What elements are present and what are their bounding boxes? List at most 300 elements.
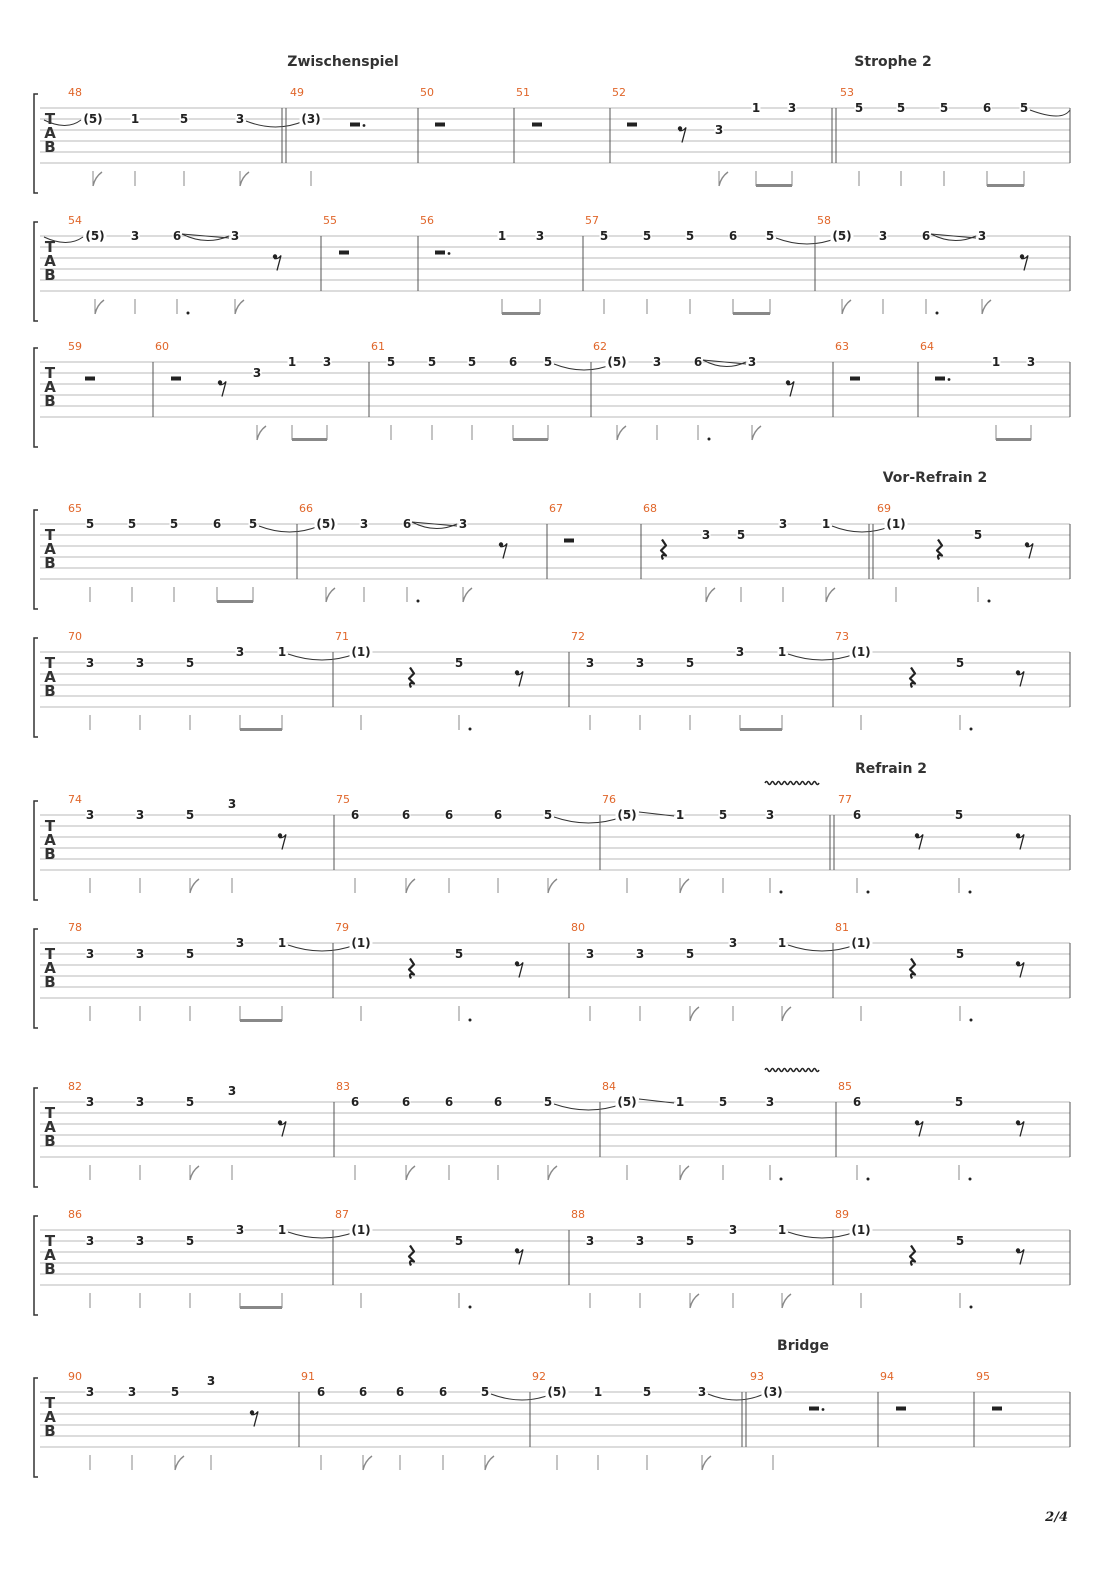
fret-number: 3 — [697, 1385, 707, 1399]
note-flag — [548, 1166, 557, 1180]
tab-clef-letter: T — [44, 654, 56, 672]
tab-clef-letter: B — [44, 845, 56, 863]
note-dot — [970, 1019, 973, 1022]
fret-number: 3 — [235, 1223, 245, 1237]
note-dot — [969, 891, 972, 894]
fret-number: (5) — [617, 1095, 637, 1109]
tab-note — [402, 808, 416, 893]
fret-number: 3 — [635, 656, 645, 670]
note-beam — [502, 312, 540, 315]
tab-clef-letter: T — [44, 1394, 56, 1412]
tab-note — [288, 355, 297, 440]
tab-note — [974, 528, 991, 603]
tab-note — [983, 101, 992, 186]
measure-number: 80 — [571, 921, 585, 934]
fret-number: 3 — [227, 797, 237, 811]
measure — [299, 1370, 552, 1470]
note-beam — [996, 438, 1031, 441]
tie-arc — [554, 1104, 622, 1110]
measure — [569, 921, 855, 1021]
tab-clef-letter: T — [44, 238, 56, 256]
measure-number: 61 — [371, 340, 385, 353]
fret-number: 1 — [675, 1095, 685, 1109]
measure — [591, 340, 794, 441]
tab-clef-letter: B — [44, 1260, 56, 1278]
note-beam — [740, 728, 782, 731]
rest-dot — [363, 124, 366, 127]
fret-number: 1 — [777, 1223, 787, 1237]
fret-number: 1 — [821, 517, 831, 531]
tab-note — [86, 947, 95, 1021]
fret-number: (1) — [851, 1223, 871, 1237]
tab-note — [992, 355, 1001, 440]
tie-arc — [288, 945, 355, 951]
tab-clef — [44, 526, 56, 572]
tab-note — [186, 1234, 195, 1308]
tab-note — [481, 1385, 553, 1470]
fret-number: 3 — [235, 112, 245, 126]
measure — [833, 630, 1024, 731]
fret-number: 3 — [227, 1084, 237, 1098]
tab-note — [831, 229, 854, 314]
tab-clef-letter: T — [44, 364, 56, 382]
fret-number: 5 — [543, 808, 553, 822]
fret-number: 6 — [172, 229, 182, 243]
tab-note — [228, 1084, 236, 1180]
tab-note — [231, 229, 245, 314]
tab-note — [586, 947, 595, 1021]
note-beam — [240, 1306, 282, 1309]
tie-arc — [1030, 110, 1070, 116]
tab-note — [186, 1095, 200, 1180]
tab-note — [86, 656, 95, 730]
measure-number: 55 — [323, 214, 337, 227]
fret-number: (1) — [851, 645, 871, 659]
tab-clef-letter: T — [44, 526, 56, 544]
tab-note — [1027, 355, 1036, 440]
tab-note — [897, 101, 906, 186]
measure-number: 71 — [335, 630, 349, 643]
tab-note — [850, 936, 873, 1021]
tab-clef-letter: B — [44, 554, 56, 572]
tab-note — [171, 1385, 185, 1470]
fret-number: 3 — [635, 1234, 645, 1248]
fret-number: 5 — [954, 808, 964, 822]
fret-number: 1 — [287, 355, 297, 369]
fret-number: 3 — [235, 936, 245, 950]
tab-note — [778, 1223, 856, 1308]
tab-system — [34, 1069, 1070, 1188]
section-label: Vor-Refrain 2 — [882, 470, 988, 486]
fret-number: 5 — [954, 1095, 964, 1109]
tab-note — [249, 517, 320, 602]
tab-note — [186, 808, 200, 893]
tab-note — [600, 229, 609, 314]
measure-number: 86 — [68, 1208, 82, 1221]
tab-note — [278, 645, 356, 730]
tab-system — [34, 340, 1070, 447]
fret-number: 6 — [395, 1385, 405, 1399]
tab-note — [653, 355, 662, 440]
tab-clef-letter: T — [44, 110, 56, 128]
note-flag — [752, 426, 761, 440]
fret-number: 5 — [973, 528, 983, 542]
measure — [334, 1080, 622, 1180]
measure-number: 69 — [877, 502, 891, 515]
tie-arc — [491, 1394, 552, 1400]
tab-note — [853, 808, 870, 894]
note-dot — [780, 891, 783, 894]
note-dot — [970, 1306, 973, 1309]
tab-note — [1020, 101, 1071, 186]
measure-number: 83 — [336, 1080, 350, 1093]
fret-number: 6 — [438, 1385, 448, 1399]
measure — [418, 86, 445, 163]
tab-note — [850, 1223, 873, 1308]
tab-clef — [44, 654, 56, 700]
measure-number: 72 — [571, 630, 585, 643]
tab-note — [853, 1095, 870, 1181]
tab-note — [86, 517, 95, 602]
note-dot — [936, 312, 939, 315]
tie-arc — [788, 945, 855, 951]
half-rest — [350, 123, 360, 127]
tab-note — [455, 1234, 472, 1309]
tab-note — [455, 947, 472, 1022]
fret-number: 6 — [982, 101, 992, 115]
tab-note — [766, 1095, 783, 1181]
tab-note — [236, 936, 245, 1021]
fret-number: 3 — [135, 1095, 145, 1109]
tab-clef-letter: T — [44, 1232, 56, 1250]
fret-number: (3) — [763, 1385, 783, 1399]
fret-number: 5 — [543, 355, 553, 369]
tab-note — [186, 656, 195, 730]
measure-number: 84 — [602, 1080, 616, 1093]
fret-number: (5) — [607, 355, 627, 369]
fret-number: 3 — [127, 1385, 137, 1399]
tab-note — [445, 808, 454, 893]
note-flag — [240, 172, 249, 186]
section-label: Zwischenspiel — [287, 54, 399, 70]
tab-note — [766, 229, 838, 314]
fret-number: 5 — [599, 229, 609, 243]
tab-note — [676, 808, 690, 893]
note-flag — [190, 1166, 199, 1180]
system-bracket — [34, 510, 38, 609]
fret-number: 5 — [454, 656, 464, 670]
whole-rest — [992, 1407, 1002, 1411]
fret-number: 3 — [85, 1095, 95, 1109]
tab-note — [546, 1385, 569, 1470]
measure — [610, 86, 797, 187]
tab-clef — [44, 364, 56, 410]
tab-system — [34, 1338, 1070, 1477]
whole-rest — [564, 539, 574, 543]
fret-number: 3 — [85, 1385, 95, 1399]
note-dot — [969, 1178, 972, 1181]
fret-number: 3 — [787, 101, 797, 115]
fret-number: 3 — [130, 229, 140, 243]
measure — [333, 630, 523, 731]
note-flag — [826, 588, 835, 602]
fret-number: 5 — [427, 355, 437, 369]
fret-number: 1 — [991, 355, 1001, 369]
tab-note — [686, 229, 695, 314]
tab-clef-letter: B — [44, 1422, 56, 1440]
note-flag — [95, 300, 104, 314]
whole-rest — [435, 123, 445, 127]
fret-number: 3 — [728, 936, 738, 950]
tab-clef-letter: T — [44, 945, 56, 963]
note-beam — [217, 600, 253, 603]
tab-note — [850, 645, 873, 730]
measure-number: 67 — [549, 502, 563, 515]
tie-arc — [554, 364, 613, 370]
fret-number: 6 — [401, 808, 411, 822]
note-dot — [417, 600, 420, 603]
tab-clef-letter: B — [44, 266, 56, 284]
note-dot — [988, 600, 991, 603]
measure — [334, 793, 622, 893]
measure — [742, 1338, 829, 1470]
tab-system — [34, 54, 1070, 193]
rest-dot — [822, 1408, 825, 1411]
measure-number: 65 — [68, 502, 82, 515]
fret-number: (5) — [617, 808, 637, 822]
section-label: Strophe 2 — [854, 54, 932, 70]
tab-note — [86, 1095, 95, 1180]
tie-arc — [788, 1232, 855, 1238]
fret-number: 5 — [454, 947, 464, 961]
tie-arc — [288, 1232, 355, 1238]
measure-number: 82 — [68, 1080, 82, 1093]
tab-note — [402, 1095, 416, 1180]
fret-number: 3 — [735, 645, 745, 659]
half-rest — [435, 251, 445, 255]
measure — [369, 340, 613, 441]
fret-number: (5) — [83, 112, 103, 126]
fret-number: 5 — [642, 1385, 652, 1399]
measure — [514, 86, 542, 163]
fret-number: 5 — [896, 101, 906, 115]
fret-number: (5) — [316, 517, 336, 531]
fret-number: 3 — [585, 1234, 595, 1248]
tab-note — [136, 808, 145, 893]
fret-number: 6 — [493, 808, 503, 822]
fret-number: 6 — [444, 808, 454, 822]
fret-number: (5) — [832, 229, 852, 243]
tab-clef-letter: A — [44, 1118, 56, 1136]
measure — [878, 1370, 906, 1447]
tab-note — [278, 936, 356, 1021]
note-dot — [469, 1019, 472, 1022]
fret-number: 5 — [685, 229, 695, 243]
measure — [833, 1208, 1024, 1309]
tab-note — [509, 355, 518, 440]
measure-number: 63 — [835, 340, 849, 353]
tab-note — [922, 229, 977, 315]
fret-number: 3 — [878, 229, 888, 243]
tie-arc — [788, 654, 855, 660]
fret-number: 6 — [316, 1385, 326, 1399]
measure-number: 92 — [532, 1370, 546, 1383]
note-beam — [756, 184, 792, 187]
measure-number: 93 — [750, 1370, 764, 1383]
measure-number: 78 — [68, 921, 82, 934]
measure — [418, 214, 545, 315]
tab-note — [855, 101, 864, 186]
tab-note — [586, 656, 595, 730]
tab-note — [686, 1234, 700, 1308]
tab-note — [228, 797, 236, 893]
measure — [68, 921, 355, 1022]
fret-number: 3 — [765, 808, 775, 822]
measure-number: 57 — [585, 214, 599, 227]
measure-number: 75 — [336, 793, 350, 806]
fret-number: 3 — [235, 645, 245, 659]
note-flag — [257, 426, 266, 440]
section-label: Bridge — [777, 1338, 829, 1354]
tie-arc — [832, 526, 891, 532]
measure — [68, 1208, 355, 1309]
measure-number: 68 — [643, 502, 657, 515]
measure-number: 58 — [817, 214, 831, 227]
tab-clef — [44, 945, 56, 991]
tab-note — [643, 1385, 652, 1470]
fret-number: 5 — [185, 947, 195, 961]
note-flag — [842, 300, 851, 314]
fret-number: 3 — [85, 808, 95, 822]
measure — [830, 761, 1024, 894]
fret-number: 3 — [765, 1095, 775, 1109]
note-flag — [485, 1456, 494, 1470]
measure — [44, 86, 304, 186]
measure-number: 90 — [68, 1370, 82, 1383]
tab-note — [676, 1095, 690, 1180]
fret-number: 3 — [458, 517, 468, 531]
note-flag — [93, 172, 102, 186]
fret-number: 6 — [852, 808, 862, 822]
fret-number: 3 — [778, 517, 788, 531]
tab-note — [879, 229, 888, 314]
measure-number: 74 — [68, 793, 82, 806]
tab-note — [698, 1385, 765, 1470]
tab-note — [606, 355, 629, 440]
tab-note — [715, 123, 729, 186]
measure-number: 94 — [880, 1370, 894, 1383]
tab-note — [752, 101, 761, 186]
tab-note — [729, 229, 738, 314]
fret-number: 5 — [185, 808, 195, 822]
system-bracket — [34, 929, 38, 1028]
fret-number: 1 — [675, 808, 685, 822]
tab-note — [468, 355, 477, 440]
note-flag — [406, 1166, 415, 1180]
tab-note — [236, 112, 305, 186]
tab-note — [766, 808, 783, 894]
tab-note — [956, 1234, 973, 1309]
tab-note — [351, 808, 360, 893]
tab-note — [686, 656, 695, 730]
fret-number: 6 — [493, 1095, 503, 1109]
tab-note — [737, 528, 746, 602]
tab-note — [956, 656, 973, 731]
fret-number: 5 — [955, 947, 965, 961]
fret-number: 1 — [277, 936, 287, 950]
measure — [832, 54, 1070, 187]
fret-number: 5 — [454, 1234, 464, 1248]
fret-number: 5 — [685, 656, 695, 670]
tab-note — [636, 947, 645, 1021]
note-flag — [782, 1294, 791, 1308]
fret-number: 3 — [701, 528, 711, 542]
tab-clef-letter: B — [44, 138, 56, 156]
tab-note — [207, 1374, 215, 1470]
half-rest — [935, 377, 945, 381]
measure — [321, 214, 349, 291]
tie-arc — [259, 526, 319, 532]
half-rest — [627, 123, 637, 127]
tab-note — [536, 229, 545, 314]
tab-note — [494, 1095, 503, 1180]
half-rest — [809, 1407, 819, 1411]
tab-note — [719, 1095, 728, 1180]
fret-number: 3 — [85, 947, 95, 961]
tab-note — [788, 101, 797, 186]
measure — [547, 502, 574, 579]
fret-number: 3 — [135, 656, 145, 670]
tab-note — [455, 656, 472, 731]
measure — [833, 921, 1024, 1022]
measure — [68, 1080, 286, 1180]
system-bracket — [34, 638, 38, 737]
tab-note — [86, 808, 95, 893]
note-beam — [987, 184, 1024, 187]
tab-note — [940, 101, 949, 186]
fret-number: 3 — [728, 1223, 738, 1237]
tab-clef-letter: A — [44, 831, 56, 849]
note-flag — [680, 879, 689, 893]
tab-note — [253, 366, 267, 440]
fret-number: (5) — [547, 1385, 567, 1399]
note-flag — [235, 300, 244, 314]
note-beam — [240, 728, 282, 731]
tab-note — [544, 355, 614, 440]
fret-number: 3 — [585, 656, 595, 670]
measure-number: 62 — [593, 340, 607, 353]
tab-clef-letter: A — [44, 540, 56, 558]
measure-number: 54 — [68, 214, 82, 227]
tab-note — [86, 1234, 95, 1308]
note-dot — [187, 312, 190, 315]
fret-number: 5 — [386, 355, 396, 369]
note-flag — [190, 879, 199, 893]
whole-rest — [850, 377, 860, 381]
measure-number: 87 — [335, 1208, 349, 1221]
fret-number: 5 — [736, 528, 746, 542]
tab-note — [428, 355, 437, 440]
note-beam — [292, 438, 327, 441]
tab-note — [136, 656, 145, 730]
tab-note — [387, 355, 396, 440]
tab-note — [719, 808, 728, 893]
note-dot — [867, 1178, 870, 1181]
fret-number: 5 — [248, 517, 258, 531]
tab-note — [956, 947, 973, 1022]
tab-note — [136, 1095, 145, 1180]
measure — [833, 340, 860, 417]
